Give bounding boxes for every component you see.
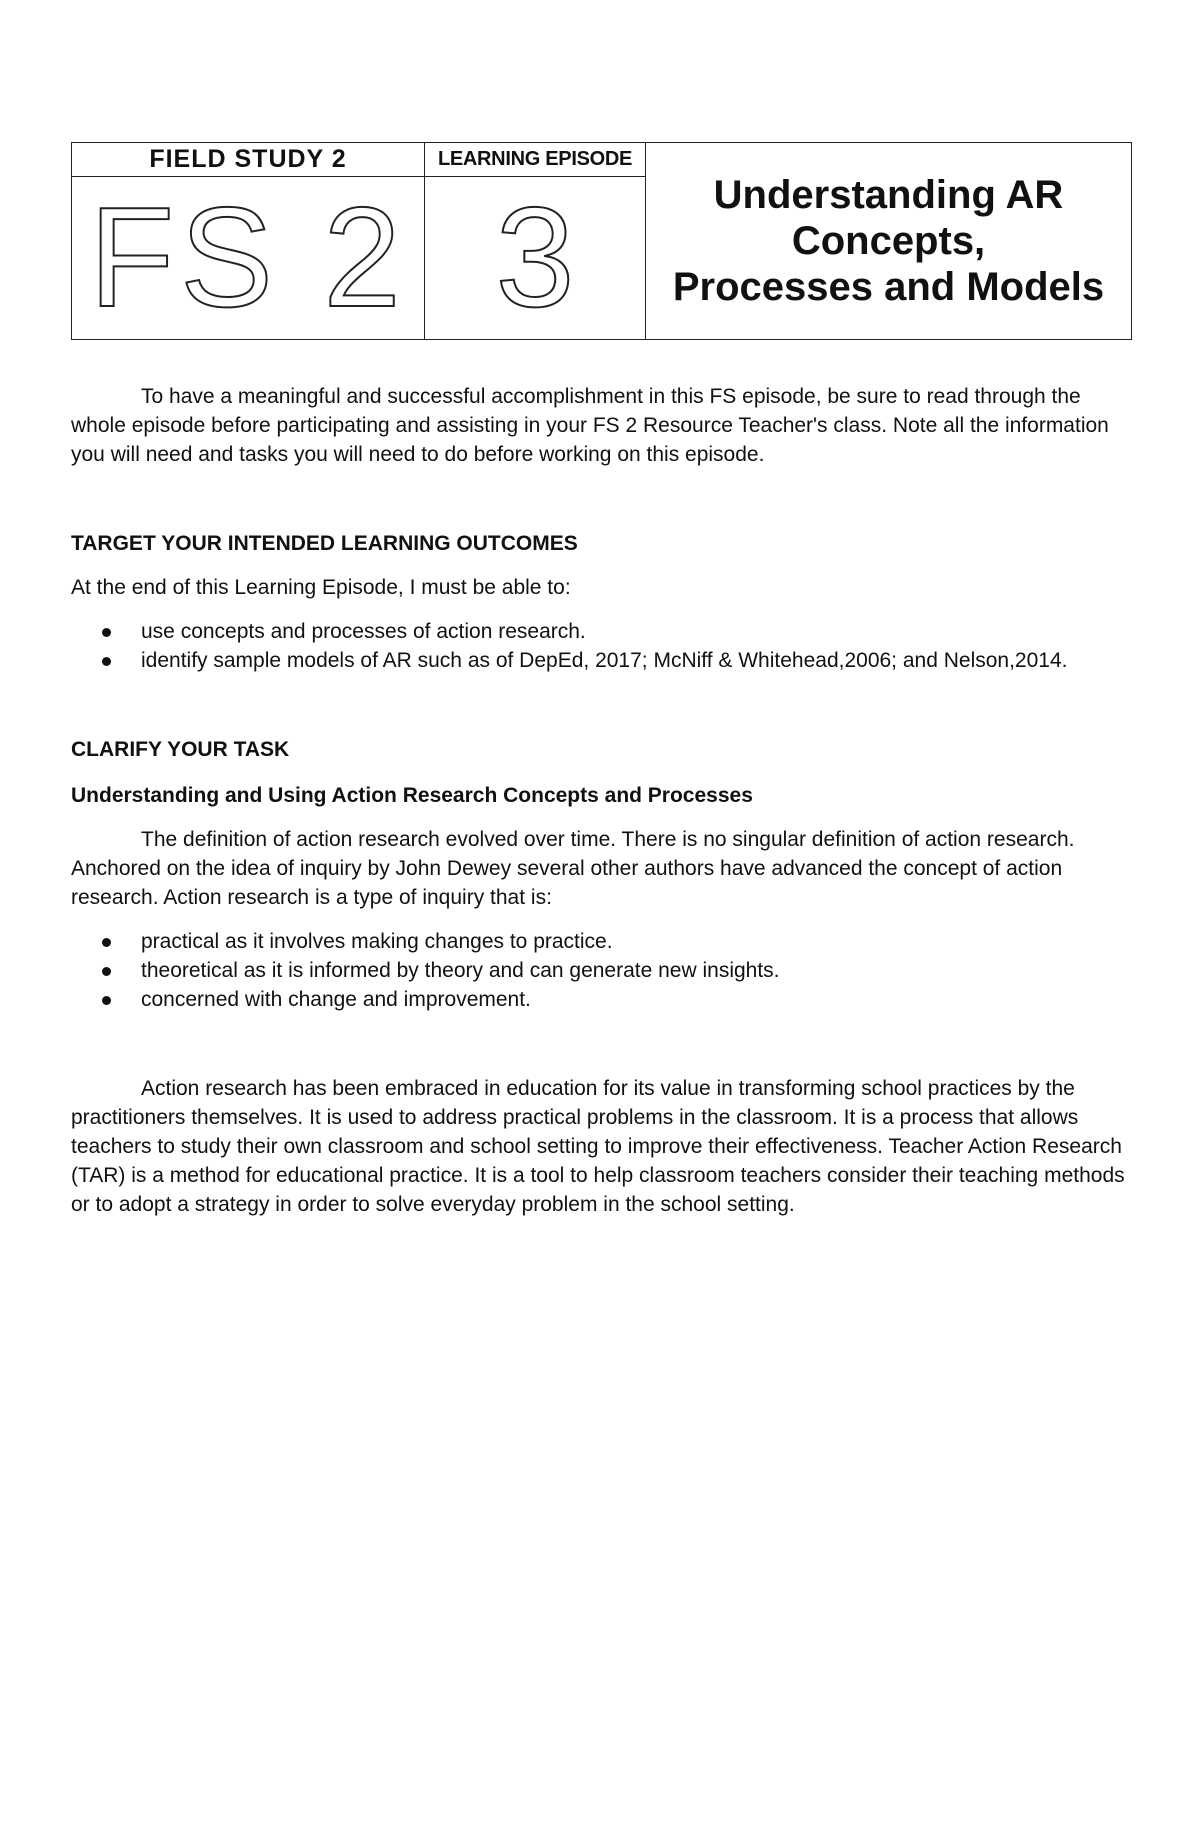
inquiry-item-3: concerned with change and improvement.	[141, 988, 531, 1011]
inquiry-item-1: practical as it involves making changes to practice.	[141, 930, 613, 953]
outcomes-heading: TARGET YOUR INTENDED LEARNING OUTCOMES	[71, 532, 578, 555]
bullet-icon	[102, 657, 111, 666]
episode-title-line-1: Understanding AR	[713, 173, 1064, 217]
task-paragraph-1: The definition of action research evolved over time. There is no singular definition of action research. Anchored on the idea of inquiry by John Dewey several other authors have advanced the concept of action research. Action research is a type of inquiry that is:	[71, 828, 1075, 909]
inquiry-item-2: theoretical as it is informed by theory and can generate new insights.	[141, 959, 780, 982]
task-paragraph-2: Action research has been embraced in education for its value in transforming school practices by the practitioners themselves. It is used to address practical problems in the classroom. It is a process that allows teachers to study their own classroom and school setting to improve their effectiveness. Teacher Action Research (TAR) is a method for educational practice. It is a tool to help classroom teachers consider their teaching methods or to adopt a strategy in order to solve everyday problem in the school setting.	[71, 1077, 1125, 1216]
learning-episode-label: LEARNING EPISODE	[425, 143, 646, 177]
bullet-icon	[102, 628, 111, 637]
list-item	[141, 646, 1132, 675]
outcomes-list	[71, 617, 1132, 675]
field-study-label: FIELD STUDY 2	[72, 143, 425, 177]
task-heading: CLARIFY YOUR TASK	[71, 738, 290, 761]
episode-header-table	[71, 142, 1132, 340]
learning-episode-number: 3	[495, 178, 575, 337]
field-study-big-text: FS 2	[89, 178, 407, 337]
list-item	[141, 927, 1132, 956]
episode-title-line-2: Concepts,	[791, 219, 986, 263]
learning-episode-cell	[425, 177, 646, 339]
list-item	[141, 617, 1132, 646]
field-study-cell	[72, 177, 425, 339]
intro-paragraph: To have a meaningful and successful accomplishment in this FS episode, be sure to read through the whole episode before participating and assisting in your FS 2 Resource Teacher's class. Note all the information you will need and tasks you will need to do before working on this episode.	[71, 385, 1109, 466]
task-subheading: Understanding and Using Action Research Concepts and Processes	[71, 784, 753, 807]
outcome-item-2: identify sample models of AR such as of DepEd, 2017; McNiff & Whitehead,2006; and Nelson,2014.	[141, 649, 1068, 672]
list-item	[141, 985, 1132, 1014]
bullet-icon	[102, 996, 111, 1005]
bullet-icon	[102, 938, 111, 947]
document-body	[71, 382, 1132, 1219]
outcome-item-1: use concepts and processes of action research.	[141, 620, 586, 643]
bullet-icon	[102, 967, 111, 976]
outcomes-lead: At the end of this Learning Episode, I must be able to:	[71, 576, 571, 599]
list-item	[141, 956, 1132, 985]
inquiry-list	[71, 927, 1132, 1014]
episode-title	[646, 143, 1131, 339]
episode-title-line-3: Processes and Models	[672, 265, 1105, 309]
